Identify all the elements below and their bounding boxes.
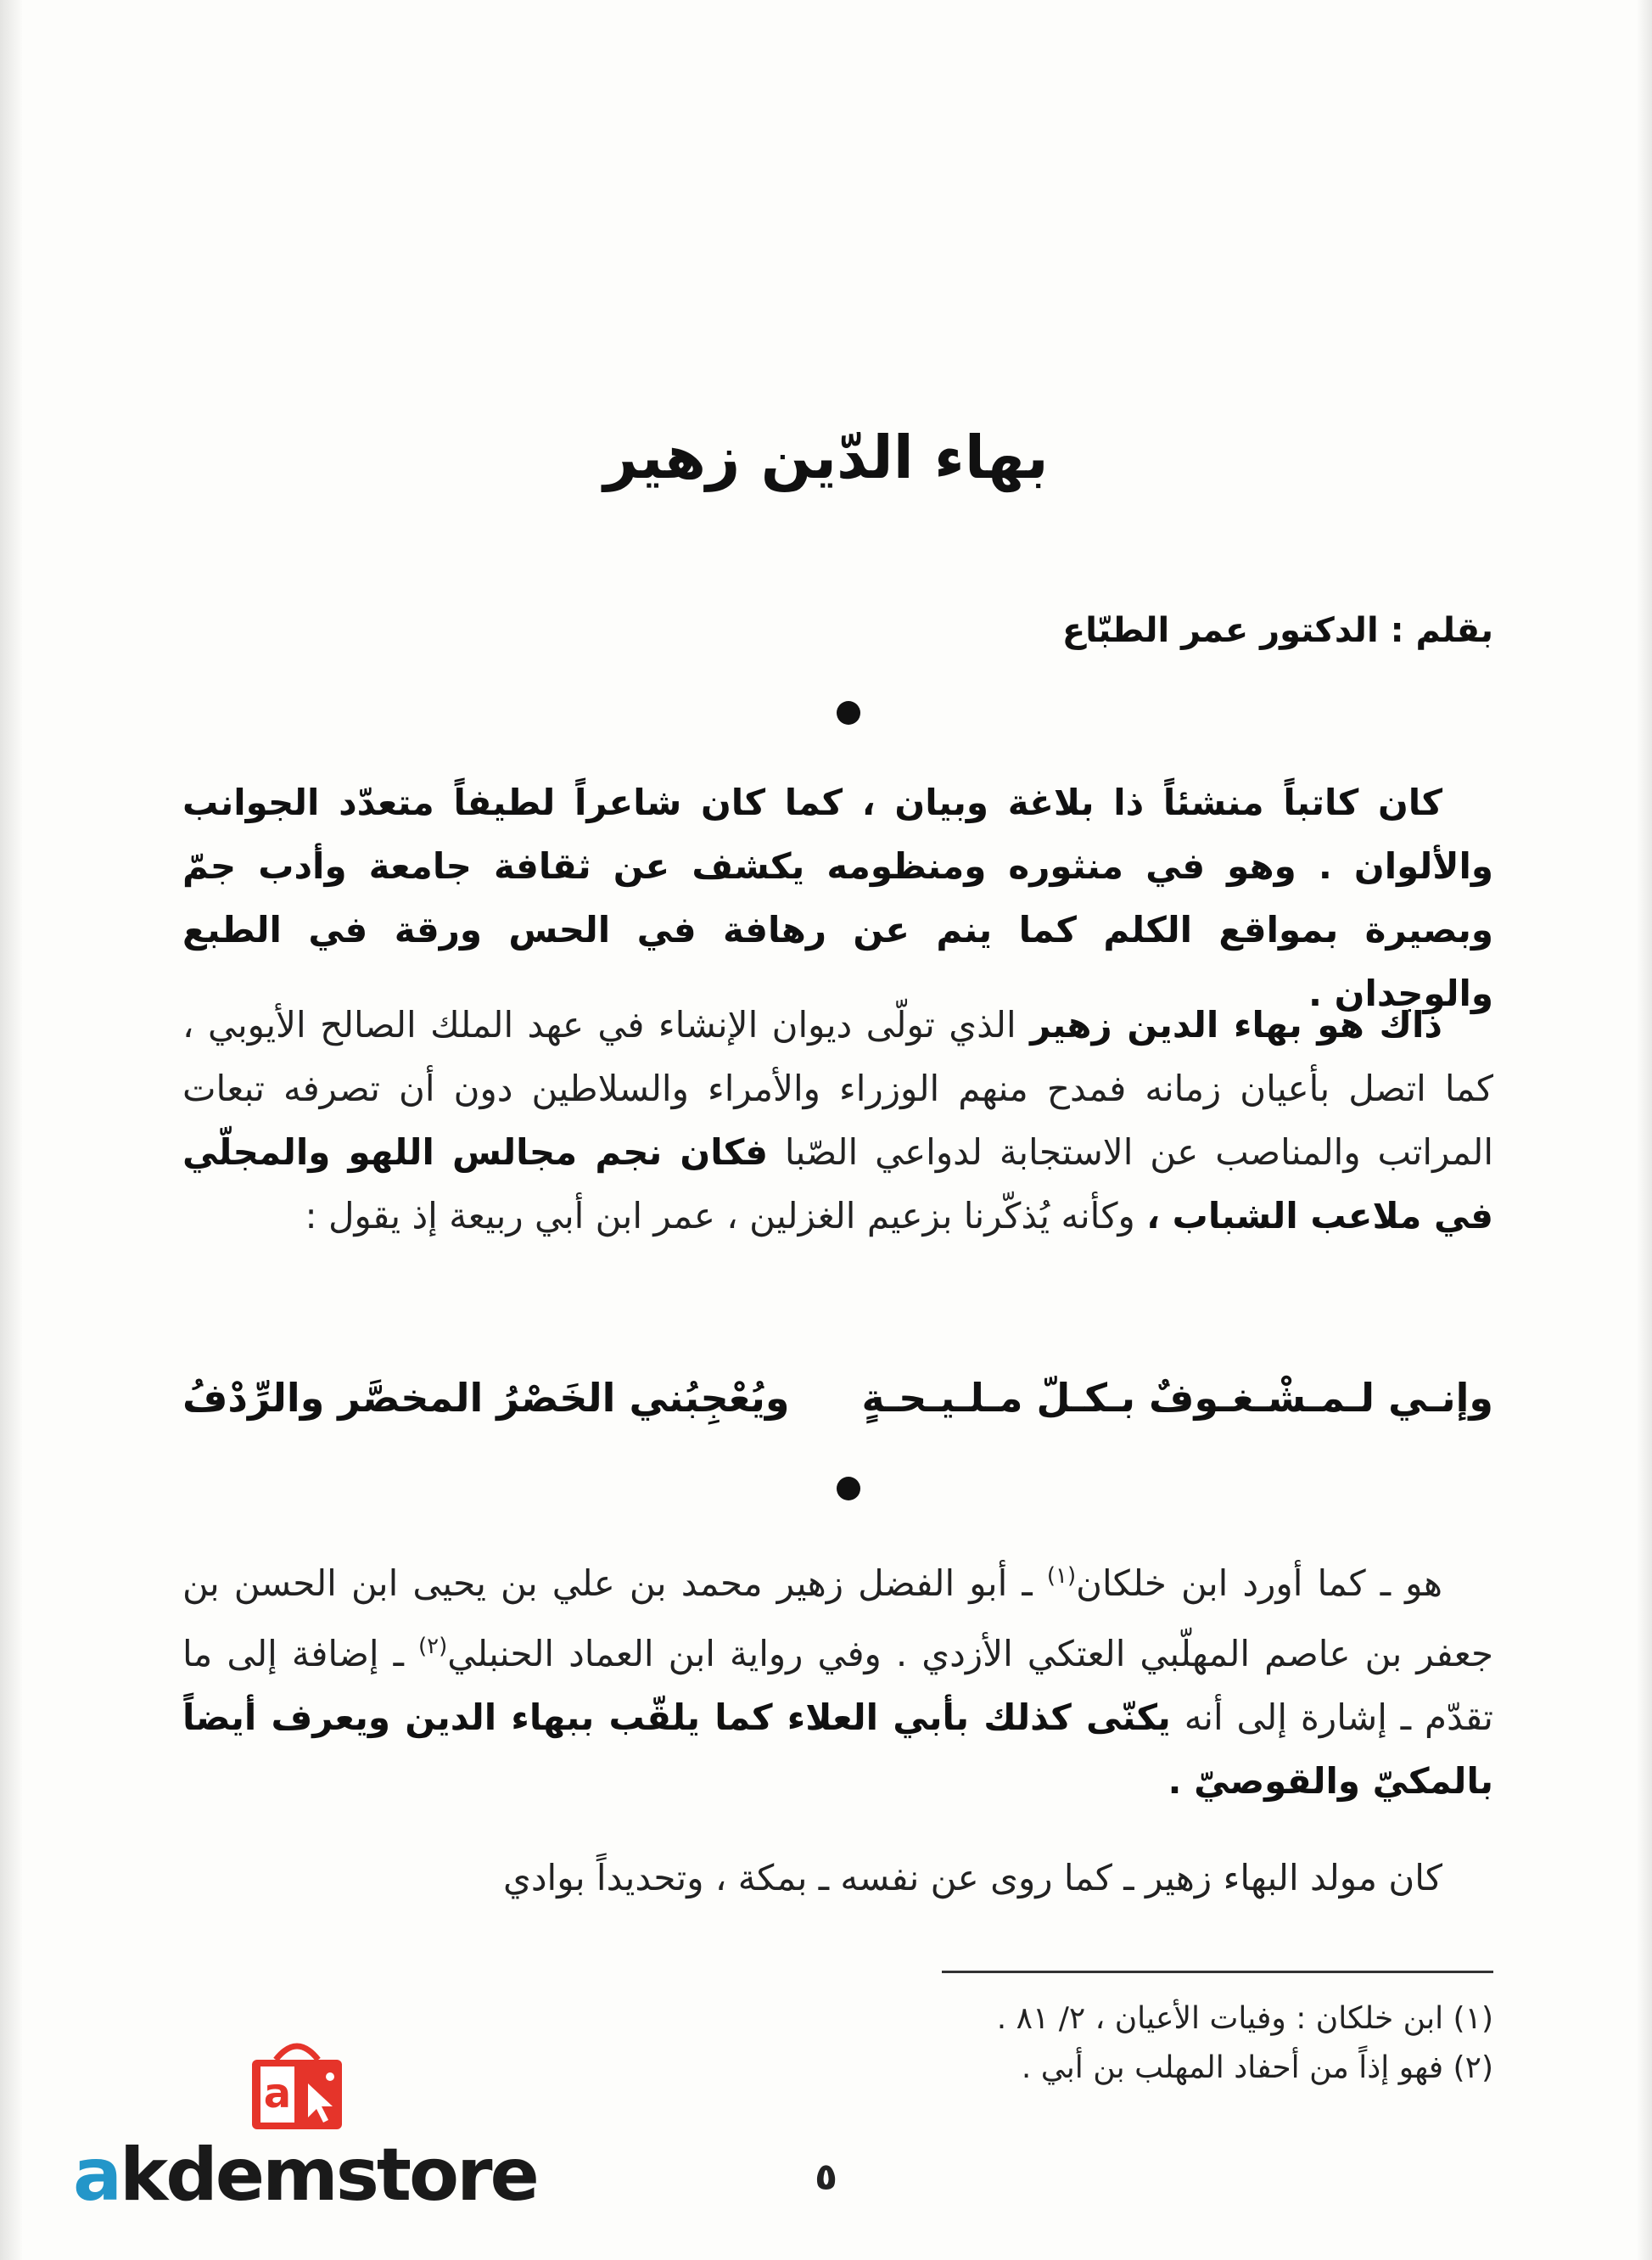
footnote-1: (١) ابن خلكان : وفيات الأعيان ، ٢/ ٨١ . bbox=[996, 2001, 1493, 2036]
p2-text-1: الذي تولّى ديوان الإنشاء في عهد الملك الصالح الأيوبي ، كما اتصل بأعيان زمانه فمدح منهم الوزراء والأمراء والسلاطين دون أن تصرفه تبعات المراتب والمناصب عن الاستجابة لدواعي الصّبا bbox=[182, 1004, 1493, 1173]
verse-first-hemistich: وإنـي لـمـشْـغـوفٌ بـكـلّ مـلـيـحـةٍ bbox=[861, 1375, 1493, 1421]
section-dot-1 bbox=[837, 701, 860, 725]
logo-accent-letter: a bbox=[73, 2133, 120, 2218]
p3-text-1: هو ـ كما أورد ابن خلكان bbox=[1076, 1562, 1442, 1604]
section-dot-2 bbox=[837, 1477, 860, 1500]
paragraph-4 bbox=[182, 1846, 1493, 1910]
footnote-divider bbox=[942, 1971, 1493, 1973]
verse-second-hemistich: ويُعْجِبُني الخَصْرُ المخصَّر والرِّدْفُ bbox=[182, 1375, 790, 1421]
footnote-ref-2[interactable]: (٢) bbox=[417, 1634, 448, 1659]
p2-bold-2: فكان نجم مجالس اللهو والمجلّي في ملاعب الشباب ، bbox=[182, 1131, 1493, 1237]
page-edge-left bbox=[0, 0, 22, 2260]
paragraph-2-text bbox=[182, 993, 1493, 1248]
logo-wordmark bbox=[73, 2133, 537, 2218]
byline: بقلم : الدكتور عمر الطبّاع bbox=[1061, 611, 1493, 650]
paragraph-4-text: كان مولد البهاء زهير ـ كما روى عن نفسه ـ بمكة ، وتحديداً بوادي bbox=[502, 1857, 1442, 1898]
paragraph-3 bbox=[182, 1545, 1493, 1813]
footnote-ref-1[interactable]: (١) bbox=[1046, 1563, 1077, 1589]
p2-bold-1: ذاك هو بهاء الدين زهير bbox=[1030, 1004, 1442, 1046]
p3-text-2: ـ أبو الفضل زهير محمد بن علي بن يحيى ابن الحسن بن جعفر بن عاصم المهلّبي العتكي الأزدي . وفي رواية ابن العماد الحنبلي bbox=[182, 1562, 1493, 1674]
intro-text: كان كاتباً منشئاً ذا بلاغة وبيان ، كما كان شاعراً لطيفاً متعدّد الجوانب والألوان . وهو في منثوره ومنظومه يكشف عن ثقافة جامعة وأدب جمّ وبصيرة بمواقع الكلم كما ينم عن رهافة في الحس ورقة في الطبع والوجدان . bbox=[182, 782, 1493, 1014]
p3-text-3: ـ إضافة إلى ما تقدّم ـ إشارة إلى أنه bbox=[182, 1633, 1493, 1738]
intro-paragraph bbox=[182, 771, 1493, 1025]
akdemstore-logo[interactable] bbox=[73, 2039, 537, 2218]
page-number: ٥ bbox=[815, 2156, 837, 2199]
logo-text-rest: kdemstore bbox=[120, 2133, 537, 2218]
p3-bold-1: يكنّى كذلك بأبي العلاء كما يلقّب ببهاء الدين ويعرف أيضاً بالمكيّ والقوصيّ . bbox=[182, 1696, 1493, 1802]
paragraph-3-text bbox=[182, 1545, 1493, 1813]
page-edge-right bbox=[1637, 0, 1652, 2260]
paragraph-2 bbox=[182, 993, 1493, 1248]
page-title: بهاء الدّين زهير bbox=[603, 423, 1049, 492]
p2-text-2: وكأنه يُذكّرنا بزعيم الغزلين ، عمر ابن أبي ربيعة إذ يقول : bbox=[305, 1195, 1147, 1237]
store-bag-icon bbox=[247, 2039, 347, 2133]
svg-text:a: a bbox=[263, 2070, 292, 2117]
footnote-2: (٢) فهو إذاً من أحفاد المهلب بن أبي . bbox=[1021, 2050, 1493, 2085]
verse-line bbox=[182, 1375, 1493, 1421]
